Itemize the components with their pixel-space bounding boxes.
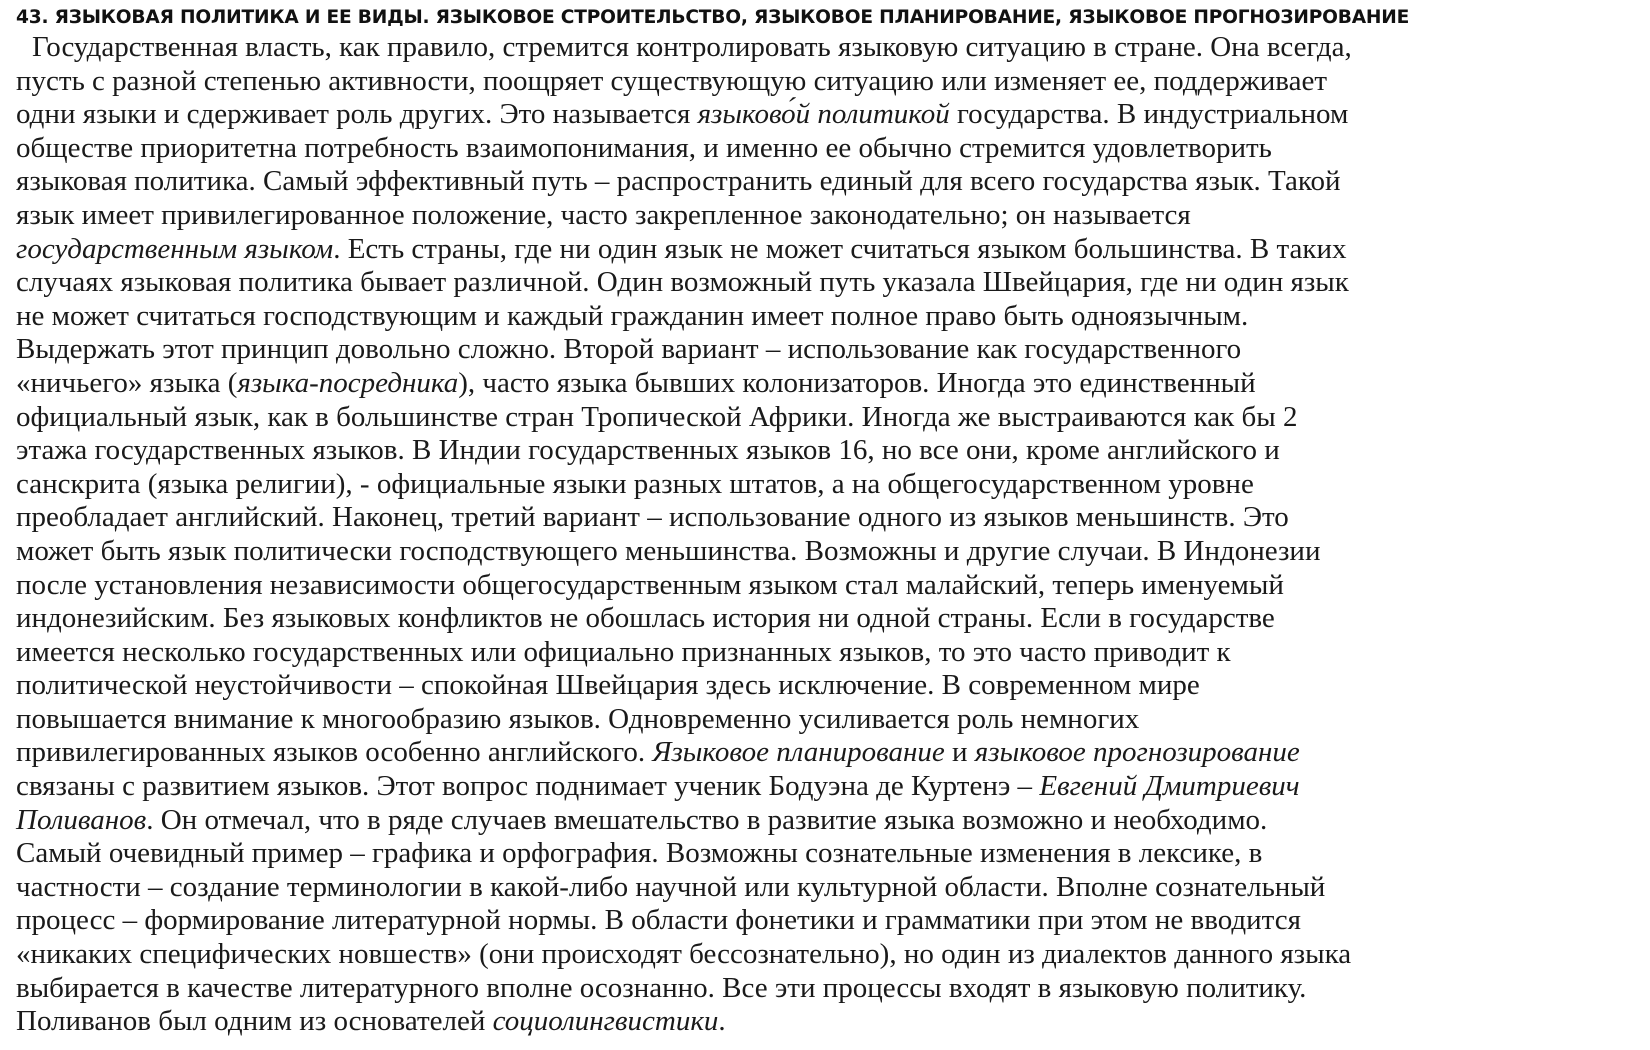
text-line [16, 333, 1641, 367]
italic-term: социолингвистики [492, 1005, 719, 1038]
italic-term: языково́й политикой [697, 98, 950, 131]
italic-term: Евгений Дмитриевич [1039, 770, 1300, 803]
text-line [16, 132, 1641, 166]
text-segment: индонезийским. Без языковых конфликтов не обошлась история ни одной страны. Если в государстве [16, 602, 1275, 635]
text-segment: Поливанов был одним из основателей [16, 1005, 493, 1038]
text-line [16, 31, 1641, 65]
text-segment: обществе приоритетна потребность взаимопонимания, и именно ее обычно стремится удовлетворить [16, 131, 1272, 164]
text-segment: после установления независимости общегосударственным языком стал малайский, теперь именуемый [16, 568, 1284, 601]
text-line [16, 602, 1641, 636]
text-segment: Самый очевидный пример – графика и орфография. Возможны сознательные изменения в лексике, в [16, 837, 1263, 870]
text-line [16, 804, 1641, 838]
text-segment: этажа государственных языков. В Индии государственных языков 16, но все они, кроме английского и [16, 434, 1280, 467]
text-line [16, 233, 1641, 267]
text-line [16, 703, 1641, 737]
text-line [16, 636, 1641, 670]
text-line [16, 65, 1641, 99]
text-segment: повышается внимание к многообразию языков. Одновременно усиливается роль немногих [16, 702, 1140, 735]
text-segment: . Есть страны, где ни один язык не может считаться языком большинства. В таких [333, 232, 1347, 265]
text-line [16, 535, 1641, 569]
text-segment: процесс – формирование литературной нормы. В области фонетики и грамматики при этом не вводится [16, 904, 1301, 937]
text-segment: и [944, 736, 975, 769]
text-segment: «никаких специфических новшеств» (они происходят бессознательно), но один из диалектов данного языка [16, 938, 1352, 971]
text-segment: может быть язык политически господствующего меньшинства. Возможны и другие случаи. В Индонезии [16, 534, 1321, 567]
text-line [16, 300, 1641, 334]
text-segment: «ничьего» языка ( [16, 366, 238, 399]
text-segment: имеется несколько государственных или официально признанных языков, то это часто приводит к [16, 635, 1231, 668]
text-line [16, 938, 1641, 972]
text-line [16, 367, 1641, 401]
text-segment: преобладает английский. Наконец, третий вариант – использование одного из языков меньшинств. Это [16, 501, 1289, 534]
body-paragraph [16, 31, 1641, 1039]
text-line [16, 468, 1641, 502]
section-heading: 43. ЯЗЫКОВАЯ ПОЛИТИКА И ЕЕ ВИДЫ. ЯЗЫКОВОЕ СТРОИТЕЛЬСТВО, ЯЗЫКОВОЕ ПЛАНИРОВАНИЕ, ЯЗЫКОВОЕ ПРОГНОЗИРОВАНИЕ [16, 7, 1410, 28]
text-line [16, 501, 1641, 535]
text-line [16, 669, 1641, 703]
text-segment: официальный язык, как в большинстве стран Тропической Африки. Иногда же выстраиваются как бы 2 [16, 400, 1298, 433]
text-segment: ), часто языка бывших колонизаторов. Иногда это единственный [458, 366, 1256, 399]
text-line [16, 569, 1641, 603]
text-segment: государства. В индустриальном [949, 98, 1349, 131]
italic-term: языка-посредника [237, 366, 459, 399]
text-segment: Выдержать этот принцип довольно сложно. Второй вариант – использование как государственного [16, 333, 1242, 366]
text-segment: . Он отмечал, что в ряде случаев вмешательство в развитие языка возможно и необходимо. [146, 803, 1268, 836]
text-segment: политической неустойчивости – спокойная Швейцария здесь исключение. В современном мире [16, 669, 1200, 702]
text-segment: случаях языковая политика бывает различной. Один возможный путь указала Швейцария, где ни один язык [16, 266, 1349, 299]
italic-term: Поливанов [16, 803, 147, 836]
text-line [16, 401, 1641, 435]
text-segment: санскрита (языка религии), - официальные языки разных штатов, а на общегосударственном уровне [16, 467, 1254, 500]
italic-term: языковое прогнозирование [974, 736, 1300, 769]
text-line [16, 770, 1641, 804]
text-line [16, 1005, 1641, 1039]
text-line [16, 871, 1641, 905]
text-segment: выбирается в качестве литературного вполне осознанно. Все эти процессы входят в языковую политику. [16, 971, 1307, 1004]
text-line [16, 266, 1641, 300]
text-line [16, 199, 1641, 233]
text-segment: связаны с развитием языков. Этот вопрос поднимает ученик Бодуэна де Куртенэ – [16, 770, 1040, 803]
text-line [16, 98, 1641, 132]
text-segment: язык имеет привилегированное положение, часто закрепленное законодательно; он называется [16, 198, 1191, 231]
italic-term: государственным языком [16, 232, 334, 265]
text-segment: Государственная власть, как правило, стремится контролировать языковую ситуацию в стране. Она всегда, [32, 31, 1352, 63]
italic-term: Языковое планирование [652, 736, 945, 769]
text-segment: частности – создание терминологии в какой-либо научной или культурной области. Вполне сознательный [16, 870, 1326, 903]
text-line [16, 434, 1641, 468]
text-segment: одни языки и сдерживает роль других. Это называется [16, 98, 698, 131]
text-line [16, 972, 1641, 1006]
text-line [16, 837, 1641, 871]
text-segment: не может считаться господствующим и каждый гражданин имеет полное право быть одноязычным. [16, 299, 1249, 332]
text-segment: пусть с разной степенью активности, поощряет существующую ситуацию или изменяет ее, поддерживает [16, 64, 1327, 97]
text-segment: привилегированных языков особенно английского. [16, 736, 653, 769]
text-line [16, 736, 1641, 770]
text-line [16, 904, 1641, 938]
text-line [16, 165, 1641, 199]
text-segment: языковая политика. Самый эффективный путь – распространить единый для всего государства язык. Такой [16, 165, 1341, 198]
text-segment: . [718, 1005, 726, 1038]
